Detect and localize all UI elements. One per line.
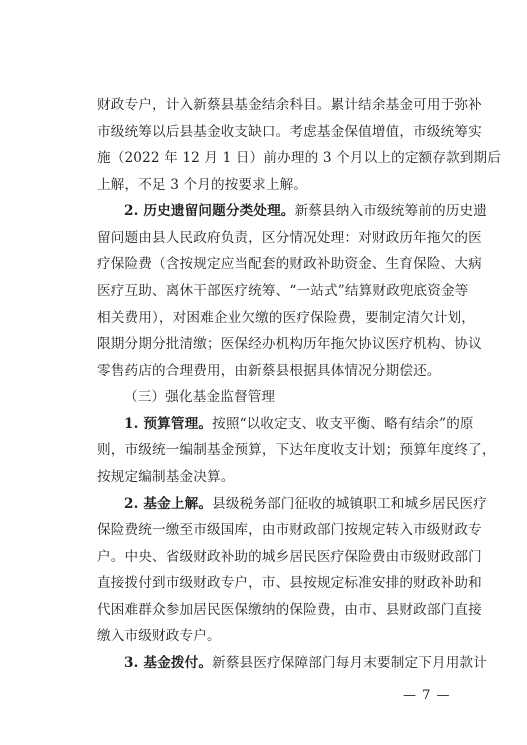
section-heading-line: 3. 基金拨付。新蔡县医疗保障部门每月末要制定下月用款计 bbox=[124, 655, 487, 671]
page-number: — 7 — bbox=[403, 688, 451, 703]
body-line: 按规定编制基金决算。 bbox=[97, 469, 235, 485]
section-heading: 2. 基金上解。 bbox=[124, 496, 213, 512]
body-line: 财政专户，计入新蔡县基金结余科目。累计结余基金可用于弥补 bbox=[97, 97, 482, 113]
body-line: 直接拨付到市级财政专户，市、县按规定标准安排的财政补助和 bbox=[97, 575, 482, 591]
section-heading: 1. 预算管理。 bbox=[124, 416, 213, 432]
body-line: 上解，不足 3 个月的按要求上解。 bbox=[97, 177, 308, 193]
section-heading-line: 2. 基金上解。县级税务部门征收的城镇职工和城乡居民医疗 bbox=[124, 496, 487, 512]
body-line: 疗保险费（含按规定应当配套的财政补助资金、生育保险、大病 bbox=[97, 256, 482, 272]
body-line: 留问题由县人民政府负责，区分情况处理：对财政历年拖欠的医 bbox=[97, 230, 482, 246]
section-heading-line: 1. 预算管理。按照“以收定支、收支平衡、略有结余”的原 bbox=[124, 416, 474, 432]
body-line: 户。中央、省级财政补助的城乡居民医疗保险费由市级财政部门 bbox=[97, 549, 482, 565]
body-line: 则，市级统一编制基金预算，下达年度收支计划；预算年度终了， bbox=[97, 442, 496, 458]
body-line: 保险费统一缴至市级国库，由市财政部门按规定转入市级财政专 bbox=[97, 522, 482, 538]
body-line: 零售药店的合理费用，由新蔡县根据具体情况分期偿还。 bbox=[97, 363, 441, 379]
body-line: 市级统筹以后县基金收支缺口。考虑基金保值增值，市级统筹实 bbox=[97, 124, 482, 140]
body-line: 相关费用），对困难企业欠缴的医疗保险费，要制定清欠计划， bbox=[97, 310, 476, 326]
body-line: 缴入市级财政专户。 bbox=[97, 628, 221, 644]
section-heading-line: 2. 历史遗留问题分类处理。新蔡县纳入市级统筹前的历史遗 bbox=[124, 203, 487, 219]
section-heading: 2. 历史遗留问题分类处理。 bbox=[124, 203, 295, 219]
body-line: 代困难群众参加居民医保缴纳的保险费，由市、县财政部门直接 bbox=[97, 602, 482, 618]
subsection-title: （三）强化基金监督管理 bbox=[124, 389, 276, 405]
body-line: 施（2022 年 12 月 1 日）前办理的 3 个月以上的定额存款到期后 bbox=[97, 150, 502, 166]
body-line: 医疗互助、离休干部医疗统筹、“一站式”结算财政兜底资金等 bbox=[97, 283, 469, 299]
section-heading: 3. 基金拨付。 bbox=[124, 655, 213, 671]
body-line: 限期分期分批清缴；医保经办机构历年拖欠协议医疗机构、协议 bbox=[97, 336, 482, 352]
